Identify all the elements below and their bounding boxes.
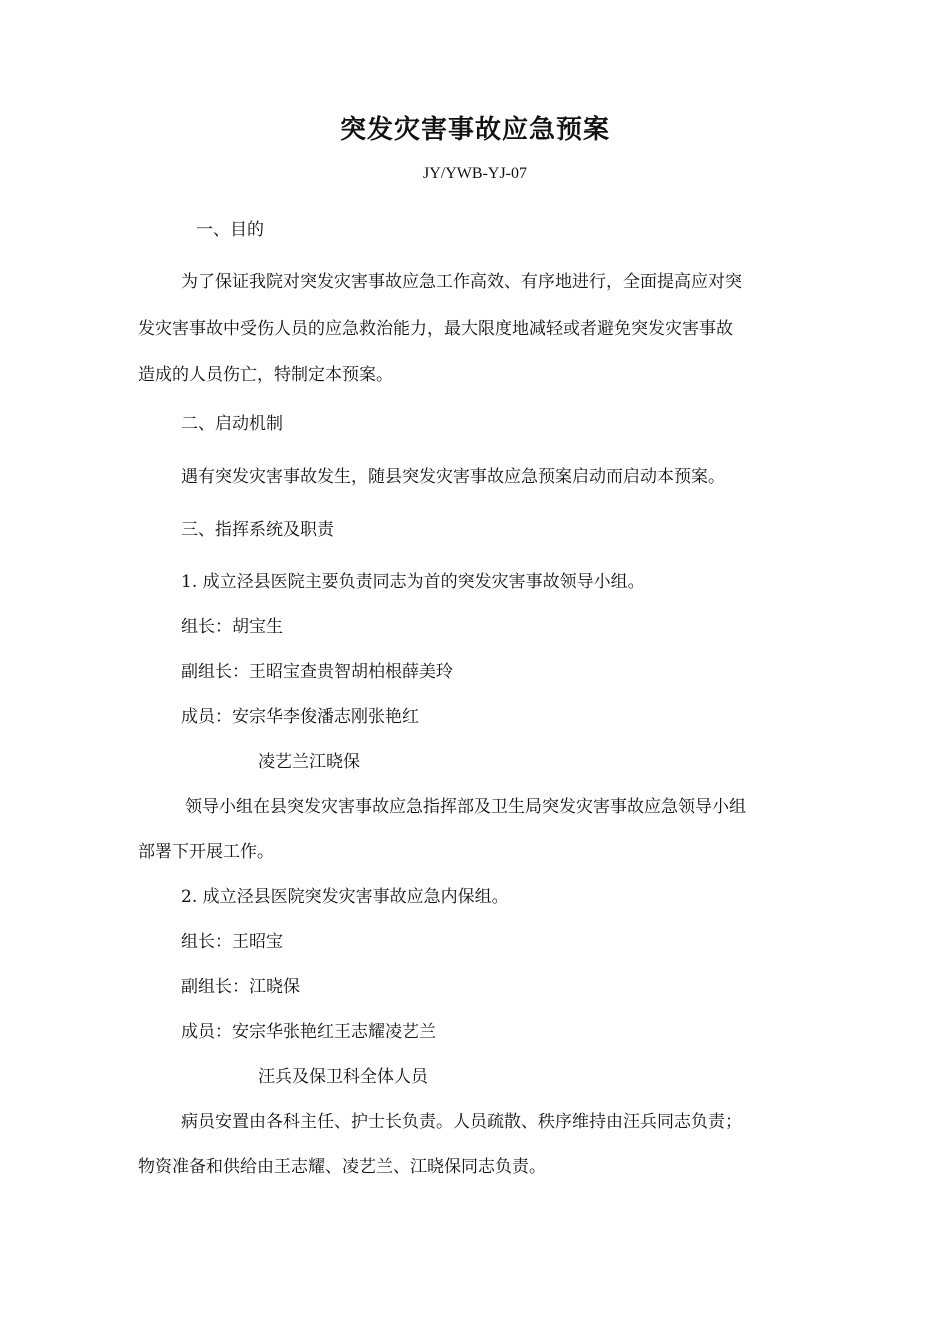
member-line: 凌艺兰江晓保 — [258, 752, 360, 772]
paragraph-line: 造成的人员伤亡，特制定本预案。 — [138, 365, 393, 385]
paragraph-line: 部署下开展工作。 — [138, 842, 274, 862]
section-heading-command: 三、指挥系统及职责 — [181, 520, 334, 540]
member-line: 汪兵及保卫科全体人员 — [258, 1067, 428, 1087]
section-heading-trigger: 二、启动机制 — [181, 414, 283, 434]
member-line: 组长：胡宝生 — [181, 617, 283, 637]
paragraph-line: 病员安置由各科主任、护士长负责。人员疏散、秩序维持由汪兵同志负责； — [181, 1112, 742, 1132]
document-title: 突发灾害事故应急预案 — [339, 115, 610, 145]
member-line: 组长：王昭宝 — [181, 932, 283, 952]
member-line: 成员：安宗华李俊潘志刚张艳红 — [181, 707, 419, 727]
paragraph-line: 发灾害事故中受伤人员的应急救治能力，最大限度地减轻或者避免突发灾害事故 — [138, 319, 733, 339]
section-heading-purpose: 一、目的 — [196, 220, 264, 240]
paragraph-line: 领导小组在县突发灾害事故应急指挥部及卫生局突发灾害事故应急领导小组 — [185, 797, 746, 817]
list-item: 1. 成立泾县医院主要负责同志为首的突发灾害事故领导小组。 — [181, 572, 645, 592]
member-line: 副组长：江晓保 — [181, 977, 300, 997]
paragraph-line: 物资准备和供给由王志耀、凌艺兰、江晓保同志负责。 — [138, 1157, 546, 1177]
member-line: 副组长：王昭宝查贵智胡柏根薛美玲 — [181, 662, 453, 682]
member-line: 成员：安宗华张艳红王志耀凌艺兰 — [181, 1022, 436, 1042]
paragraph-line: 遇有突发灾害事故发生，随县突发灾害事故应急预案启动而启动本预案。 — [181, 467, 725, 487]
paragraph-line: 为了保证我院对突发灾害事故应急工作高效、有序地进行，全面提高应对突 — [181, 272, 742, 292]
document-code: JY/YWB-YJ-07 — [423, 165, 527, 182]
list-item: 2. 成立泾县医院突发灾害事故应急内保组。 — [181, 887, 509, 907]
